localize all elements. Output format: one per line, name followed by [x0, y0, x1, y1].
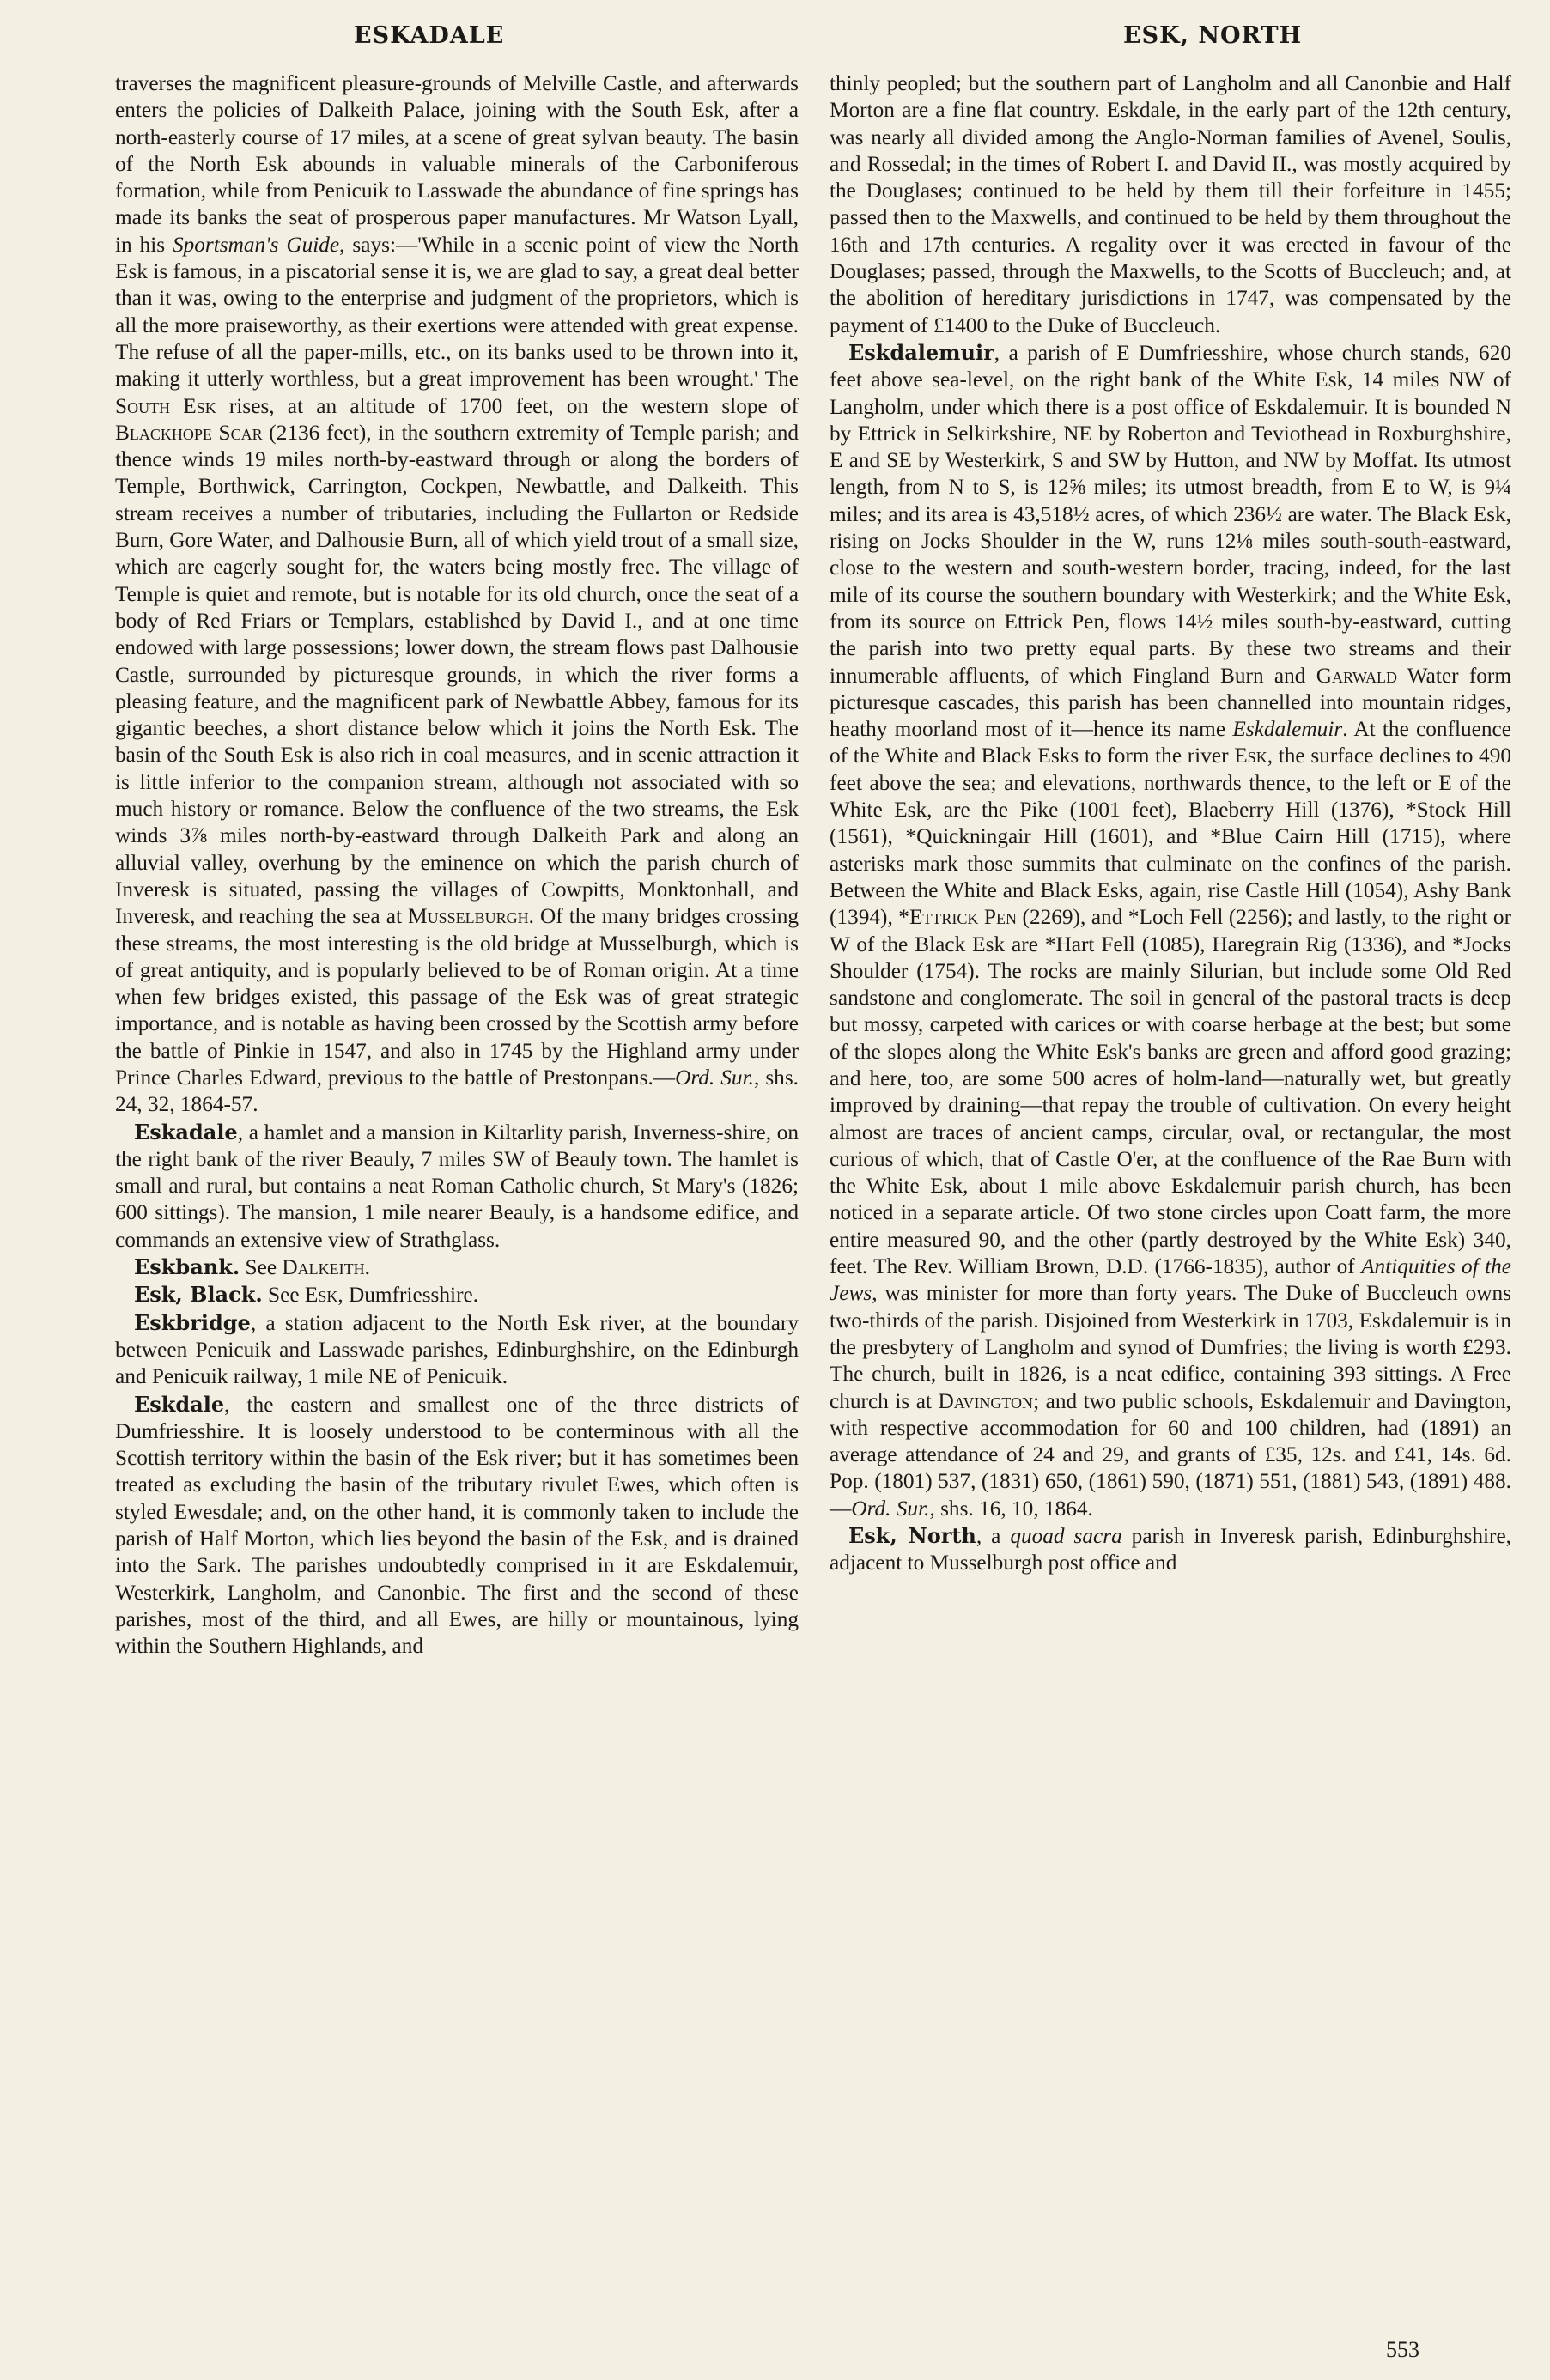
- entry-text: .: [364, 1255, 370, 1280]
- entry-eskadale: [115, 1119, 799, 1254]
- cross-reference: Garwald: [1316, 663, 1397, 688]
- eskdale-continuation-paragraph: thinly peopled; but the southern part of Langholm and all Canonbie and Half Morton are a fine flat country. Eskdale, in the early part of the 12th century, was nearly all divided among the Anglo-Norman families of Avenel, Soulis, and Rossedal; in the times of Robert I. and David II., was mostly acquired by the Douglases; continued to be held by them till their forfeiture in 1455; passed then to the Maxwells, and continued to be held by them throughout the 16th and 17th centuries. A regality over it was erected in favour of the Douglases; passed, through the Maxwells, to the Scotts of Buccleuch; and, at the abolition of hereditary jurisdictions in 1747, was compensated by the payment of £1400 to the Duke of Buccleuch.: [830, 71, 1511, 337]
- ordnance-survey-ref: Ord. Sur.: [851, 1496, 930, 1521]
- text-run: rises, at an altitude of 1700 feet, on the western slope of: [216, 393, 799, 418]
- headword: Eskdale: [134, 1391, 225, 1417]
- entry-text: , a hamlet and a mansion in Kiltarlity parish, Inverness-shire, on the right bank of the river Beauly, 7 miles SW of Beauly town. The hamlet is small and rural, but contains a neat Roman Catholic church, St Mary's (1826; 600 sittings). The mansion, 1 mile nearer Beauly, is a handsome edifice, and commands an extensive view of Strathglass.: [115, 1120, 799, 1252]
- entry-text: , the surface declines to 490 feet above the sea; and elevations, northwards thence, to the left or E of the White Esk, are the Pike (1001 feet), Blaeberry Hill (1376), *Stock Hill (1561), *Quickningair Hill (1601), and *Blue Cairn Hill (1715), where asterisks mark those summits that culminate on the confines of the parish. Between the White and Black Esks, again, rise Castle Hill (1054), Ashy Bank (1394), *: [830, 744, 1511, 930]
- cross-reference: Ettrick Pen: [909, 905, 1017, 930]
- text-run: , says:—'While in a scenic point of view the North Esk is famous, in a piscatorial sense it is, we are glad to say, a great deal better than it was, owing to the enterprise and judgment of the proprietors, which is all the more praiseworthy, as their exertions were attended with great expense. The refuse of all the paper-mills, etc., on its banks used to be thrown into it, making it utterly worthless, but a great improvement has been wrought.' The: [115, 232, 799, 392]
- entry-eskdale: [115, 1391, 799, 1661]
- entry-text: See: [240, 1255, 283, 1280]
- headword: Eskadale: [134, 1119, 238, 1144]
- text-run: (2136 feet), in the southern extremity of Temple parish; and thence winds 19 miles north-by-eastward through or along the borders of Temple, Borthwick, Carrington, Cockpen, Newbattle, and Dalkeith. This stream receives a number of tributaries, including the Fullarton or Redside Burn, Gore Water, and Dalhousie Burn, all of which yield trout of a small size, which are eagerly sought for, the waters being mostly free. The village of Temple is quiet and remote, but is notable for its old church, once the seat of a body of Red Friars or Templars, established by David I., and at one time endowed with large possessions; lower down, the stream flows past Dalhousie Castle, surrounded by picturesque grounds, in which the river forms a pleasing feature, and the magnificent park of Newbattle Abbey, famous for its gigantic beeches, a short distance below which it joins the North Esk. The basin of the South Esk is also rich in coal measures, and in scenic attraction it is little inferior to the companion stream, although not associated with so much history or romance. Below the confluence of the two streams, the Esk winds 3⅞ miles north-by-eastward through Dalkeith Park and along an alluvial valley, overhung by the eminence on which the parish church of Inveresk is situated, passing the villages of Cowpitts, Monktonhall, and Inveresk, and reaching the sea at: [115, 420, 799, 929]
- italic-term: quoad sacra: [1010, 1524, 1122, 1549]
- cross-reference: Davington: [938, 1388, 1034, 1413]
- text-run: . Of the many bridges crossing these streams, the most interesting is the old bridge at Musselburgh, which is of great antiquity, and is popularly believed to be of Roman origin. At a time when few bridges existed, this passage of the Esk was of great strategic importance, and is notable as having been crossed by the Scottish army before the battle of Pinkie in 1547, and also in 1745 by the Highland army under Prince Charles Edward, previous to the battle of Prestonpans.—: [115, 904, 799, 1090]
- entry-text: See: [262, 1283, 305, 1308]
- entry-text: , shs. 16, 10, 1864.: [929, 1496, 1093, 1521]
- text-run: traverses the magnificent pleasure-grounds of Melville Castle, and afterwards enters the policies of Dalkeith Palace, joining with the South Esk, after a north-easterly course of 17 miles, at a scene of great sylvan beauty. The basin of the North Esk abounds in valuable minerals of the Carboniferous formation, while from Penicuik to Lasswade the abundance of fine springs has made its banks the seat of prosperous paper manufactures. Mr Watson Lyall, in his: [115, 71, 799, 257]
- cross-reference: South Esk: [115, 393, 216, 418]
- running-head-right: ESK, NORTH: [1123, 22, 1303, 49]
- left-column: [115, 70, 799, 1661]
- text-run: , shs. 24, 32, 1864-57.: [115, 1065, 799, 1117]
- entry-eskbridge: [115, 1309, 799, 1391]
- esk-continuation-paragraph: [115, 70, 799, 1119]
- headword: Eskbridge: [134, 1309, 251, 1335]
- entry-eskbank: [115, 1254, 799, 1281]
- right-column: [830, 70, 1511, 1577]
- headword: Eskdalemuir: [848, 339, 994, 365]
- entry-esk-north: [830, 1522, 1511, 1577]
- entry-esk-black: [115, 1281, 799, 1308]
- entry-text: Water form picturesque cascades, this parish has been channelled into mountain ridges, heathy moorland most of it—hence its name: [830, 663, 1511, 742]
- ordnance-survey-ref: Ord. Sur.: [675, 1065, 754, 1090]
- page-number: 553: [1386, 2337, 1419, 2362]
- entry-text: (2269), and *Loch Fell (2256); and lastly, to the right or W of the Black Esk are *Hart Fell (1085), Haregrain Rig (1336), and *Jocks Shoulder (1754). The rocks are mainly Silurian, but include some Old Red sandstone and conglomerate. The soil in general of the pastoral tracts is deep but mossy, carpeted with carices or with coarse herbage at the best; but some of the slopes along the White Esk's banks are green and afford good grazing; and here, too, are some 500 acres of holm-land—naturally wet, but greatly improved by draining—that repay the trouble of cultivation. On every height almost are traces of ancient camps, circular, oval, or rectangular, the most curious of which, that of Castle O'er, at the confluence of the Rae Burn with the White Esk, about 1 mile above Eskdalemuir parish church, has been noticed in a separate article. Of two stone circles upon Coatt farm, the more entire measured 90, and the other (partly destroyed by the White Esk) 340, feet. The Rev. William Brown, D.D. (1766-1835), author of: [830, 905, 1511, 1279]
- running-head-left: ESKADALE: [354, 22, 505, 49]
- entry-text: , a station adjacent to the North Esk river, at the boundary between Penicuik and Lasswade parishes, Edinburghshire, on the Edinburgh and Penicuik railway, 1 mile NE of Penicuik.: [115, 1310, 799, 1389]
- entry-text: , was minister for more than forty years. The Duke of Buccleuch owns two-thirds of the parish. Disjoined from Westerkirk in 1703, Eskdalemuir is in the presbytery of Langholm and synod of Dumfries; the living is worth £293. The church, built in 1826, is a neat edifice, containing 393 sittings. A Free church is at: [830, 1281, 1511, 1413]
- entry-text: ; and two public schools, Eskdalemuir and Davington, with respective accommodation for 60 and 100 children, had (1891) an average attendance of 24 and 29, and grants of £35, 12s. and £41, 14s. 6d. Pop. (1801) 537, (1831) 650, (1861) 590, (1871) 551, (1881) 543, (1891) 488.—: [830, 1388, 1511, 1521]
- italic-title: Sportsman's Guide: [172, 232, 340, 257]
- cross-reference: Blackhope Scar: [115, 420, 263, 445]
- cross-reference: Musselburgh: [408, 904, 529, 929]
- entry-text: , the eastern and smallest one of the three districts of Dumfriesshire. It is loosely understood to be conterminous with all the Scottish territory within the basin of the Esk river; but it has sometimes been treated as excluding the basin of the tributary rivulet Ewes, which often is styled Ewesdale; and, on the other hand, it is commonly taken to include the parish of Half Morton, which lies beyond the basin of the Esk, and is drained into the Sark. The parishes undoubtedly comprised in it are Eskdalemuir, Westerkirk, Langholm, and Canonbie. The first and the second of these parishes, most of the third, and all Ewes, are hilly or mountainous, lying within the Southern Highlands, and: [115, 1392, 799, 1659]
- entry-text: , a parish of E Dumfriesshire, whose church stands, 620 feet above sea-level, on the right bank of the White Esk, 14 miles NW of Langholm, under which there is a post office of Eskdalemuir. It is bounded N by Ettrick in Selkirkshire, NE by Roberton and Teviothead in Roxburghshire, E and SE by Westerkirk, S and SW by Hutton, and NW by Moffat. Its utmost length, from N to S, is 12⅝ miles; its utmost breadth, from E to W, is 9¼ miles; and its area is 43,518½ acres, of which 236½ are water. The Black Esk, rising on Jocks Shoulder in the W, runs 12⅛ miles south-south-eastward, close to the western and south-western border, tracing, indeed, for the last mile of its course the southern boundary with Westerkirk; and the White Esk, from its source on Ettrick Pen, flows 14½ miles south-by-eastward, cutting the parish into two pretty equal parts. By these two streams and their innumerable affluents, of which Fingland Burn and: [830, 340, 1511, 688]
- headword: Eskbank.: [134, 1254, 240, 1280]
- entry-text: , a: [976, 1524, 1011, 1549]
- headword: Esk, Black.: [134, 1282, 263, 1308]
- headword: Esk, North: [848, 1523, 976, 1549]
- running-header: [0, 22, 1550, 57]
- cross-reference: Esk: [1234, 744, 1267, 768]
- cross-reference: Esk: [304, 1283, 338, 1308]
- italic-term: Eskdalemuir: [1232, 717, 1343, 742]
- cross-reference: Dalkeith: [282, 1255, 365, 1280]
- italic-title: Antiquities of the Jews: [830, 1254, 1511, 1306]
- entry-eskdalemuir: [830, 339, 1511, 1522]
- entry-text: parish in Inveresk parish, Edinburghshire, adjacent to Musselburgh post office and: [830, 1524, 1512, 1576]
- entry-text: , Dumfriesshire.: [337, 1283, 479, 1308]
- entry-text: . At the confluence of the White and Black Esks to form the river: [830, 717, 1512, 768]
